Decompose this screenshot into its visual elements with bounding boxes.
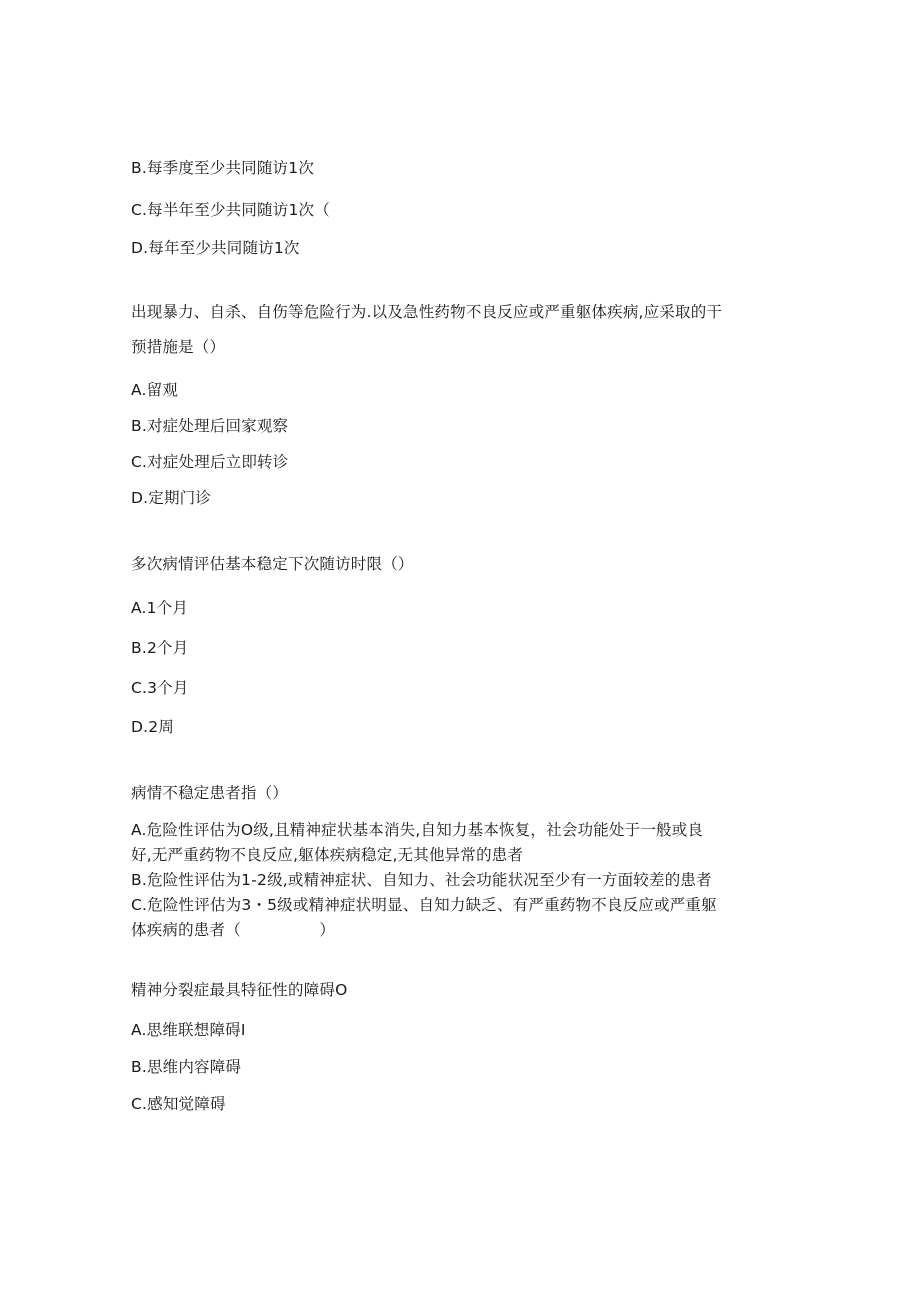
q5-option-c: C.感知觉障碍 <box>131 1095 226 1113</box>
q2-option-a: A.留观 <box>131 381 179 399</box>
q2-option-d: D.定期门诊 <box>131 489 212 507</box>
q3-option-b: B.2个月 <box>131 639 189 657</box>
q4-option-a-line1: A.危险性评估为O级,且精神症状基本消失,自知力基本恢复，社会功能处于一般或良 <box>131 821 704 839</box>
q2-option-b: B.对症处理后回家观察 <box>131 417 289 435</box>
q1-option-b: B.每季度至少共同随访1次 <box>131 159 315 177</box>
q4-option-c-line2: 体疾病的患者（ ） <box>131 921 336 939</box>
q5-stem: 精神分裂症最具特征性的障碍O <box>131 981 348 999</box>
q4-option-a-line2: 好,无严重药物不良反应,躯体疾病稳定,无其他异常的患者 <box>131 846 524 864</box>
q3-option-c: C.3个月 <box>131 679 189 697</box>
q1-option-d: D.每年至少共同随访1次 <box>131 239 300 257</box>
q5-option-a: A.思维联想障碍I <box>131 1021 246 1039</box>
q3-stem: 多次病情评估基本稳定下次随访时限（） <box>131 555 414 573</box>
q2-stem-line1: 出现暴力、自杀、自伤等危险行为.以及急性药物不良反应或严重躯体疾病,应采取的干 <box>131 303 723 321</box>
q3-option-d: D.2周 <box>131 718 175 736</box>
q4-option-b: B.危险性评估为1-2级,或精神症状、自知力、社会功能状况至少有一方面较差的患者 <box>131 871 712 889</box>
q3-option-a: A.1个月 <box>131 599 189 617</box>
q4-option-c-line1: C.危险性评估为3・5级或精神症状明显、自知力缺乏、有严重药物不良反应或严重躯 <box>131 896 717 914</box>
q5-option-b: B.思维内容障碍 <box>131 1058 242 1076</box>
q2-stem-line2: 预措施是（） <box>131 338 226 356</box>
q2-option-c: C.对症处理后立即转诊 <box>131 453 289 471</box>
q1-option-c: C.每半年至少共同随访1次（ <box>131 201 330 219</box>
q4-stem: 病情不稳定患者指（） <box>131 784 289 802</box>
